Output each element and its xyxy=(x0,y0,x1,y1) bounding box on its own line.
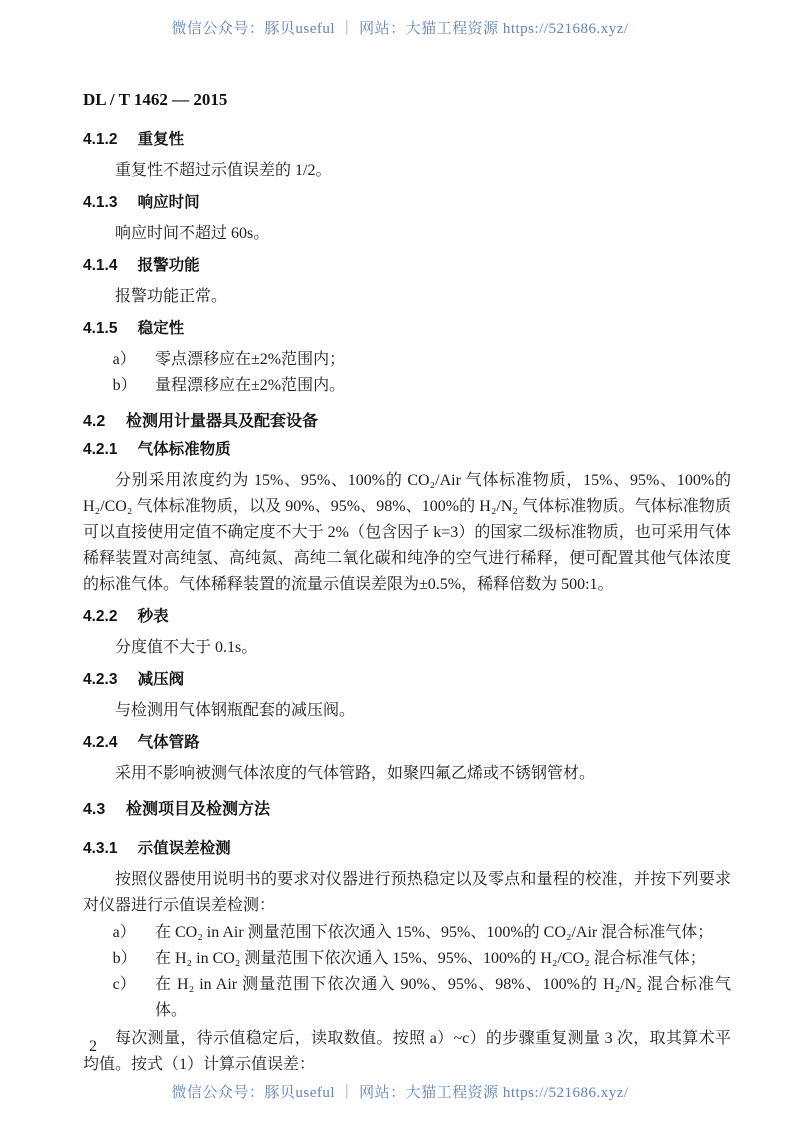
section-paragraph: 采用不影响被测气体浓度的气体管路，如聚四氟乙烯或不锈钢管材。 xyxy=(115,765,596,782)
list-item-text: 在 CO₂ in Air 测量范围下依次通入 15%、95%、100%的 CO₂/Air 混合标准气体； xyxy=(154,924,714,941)
section-heading-4-2-3 xyxy=(83,671,731,689)
section-paragraph: 重复性不超过示值误差的 1/2。 xyxy=(115,162,332,179)
section-title: 稳定性 xyxy=(137,320,185,337)
section-paragraph: 与检测用气体钢瓶配套的减压阀。 xyxy=(115,702,356,719)
section-title: 减压阀 xyxy=(137,671,185,688)
section-heading-4-2-4 xyxy=(83,734,731,752)
section-title: 重复性 xyxy=(137,131,185,148)
section-title: 气体管路 xyxy=(137,734,200,751)
section-paragraph: 响应时间不超过 60s。 xyxy=(115,225,270,242)
section-number: 4.1.5 xyxy=(83,320,118,337)
section-paragraph: 报警功能正常。 xyxy=(115,288,228,305)
list-item xyxy=(83,373,731,399)
list-item-text: 在 H₂ in CO₂ 测量范围下依次通入 15%、95%、100%的 H₂/CO₂ 混合标准气体； xyxy=(154,950,706,967)
section-title: 报警功能 xyxy=(137,257,200,274)
section-number: 4.2.2 xyxy=(83,608,118,625)
section-number: 4.1.4 xyxy=(83,257,118,274)
section-title: 秒表 xyxy=(137,608,169,625)
section-heading-4-3-1 xyxy=(83,840,731,858)
section-title: 示值误差检测 xyxy=(137,840,231,857)
list-item-text: 零点漂移应在±2%范围内； xyxy=(154,351,346,368)
list-item xyxy=(83,972,731,1024)
ordered-list xyxy=(83,920,731,1024)
section-heading-4-2-1 xyxy=(83,441,731,459)
section-paragraph: 分度值不大于 0.1s。 xyxy=(115,639,258,656)
section-heading-4-1-4 xyxy=(83,257,731,275)
section-number: 4.2.3 xyxy=(83,671,118,688)
section-title: 检测用计量器具及配套设备 xyxy=(126,413,319,430)
section-closing-paragraph: 每次测量，待示值稳定后，读取数值。按照 a）~c）的步骤重复测量 3 次，取其算术平均值。按式（1）计算示值误差： xyxy=(83,1030,731,1073)
ordered-list xyxy=(83,347,731,399)
section-title: 响应时间 xyxy=(137,194,200,211)
list-marker: a） xyxy=(112,924,136,941)
section-number: 4.1.3 xyxy=(83,194,118,211)
page-number: 2 xyxy=(89,1038,97,1055)
section-heading-4-1-5 xyxy=(83,320,731,338)
section-paragraph: 按照仪器使用说明书的要求对仪器进行预热稳定以及零点和量程的校准，并按下列要求对仪器进行示值误差检测： xyxy=(83,871,731,914)
section-number: 4.2.4 xyxy=(83,734,118,751)
page-footer-note: 微信公众号：豚贝useful ｜ 网站：大猫工程资源 https://521686.xyz/ xyxy=(171,1085,629,1101)
section-number: 4.3.1 xyxy=(83,840,118,857)
section-number: 4.2 xyxy=(83,413,106,430)
section-title: 检测项目及检测方法 xyxy=(126,801,271,818)
list-item-text: 量程漂移应在±2%范围内。 xyxy=(154,377,346,394)
section-number: 4.3 xyxy=(83,801,106,818)
section-title: 气体标准物质 xyxy=(137,441,231,458)
list-marker: c） xyxy=(112,976,136,993)
section-number: 4.1.2 xyxy=(83,131,118,148)
list-marker: b） xyxy=(112,377,137,394)
section-heading-4-2 xyxy=(83,413,731,431)
list-marker: b） xyxy=(112,950,137,967)
section-heading-4-1-2 xyxy=(83,131,731,149)
section-heading-4-3 xyxy=(83,801,731,819)
list-item xyxy=(83,946,731,972)
page-content xyxy=(83,90,731,1079)
section-paragraph: 分别采用浓度约为 15%、95%、100%的 CO₂/Air 气体标准物质，15%、95%、100%的 H₂/CO₂ 气体标准物质，以及 90%、95%、98%、100%的 H₂/N₂ 气体标准物质。气体标准物质可以直接使用定值不确定度不大于 2%（包含因子 k=3）的国家二级标准物质，也可采用气体稀释装置对高纯氢、高纯氮、高纯二氧化碳和纯净的空气进行稀释，便可配置其他气体浓度的标准气体。气体稀释装置的流量示值误差限为±0.5%，稀释倍数为 500:1。 xyxy=(83,472,731,593)
page-header-note: 微信公众号：豚贝useful ｜ 网站：大猫工程资源 https://521686.xyz/ xyxy=(171,21,629,37)
section-heading-4-1-3 xyxy=(83,194,731,212)
section-number: 4.2.1 xyxy=(83,441,118,458)
list-item-text: 在 H₂ in Air 测量范围下依次通入 90%、95%、98%、100%的 H₂/N₂ 混合标准气体。 xyxy=(154,976,731,1019)
list-item xyxy=(83,347,731,373)
list-item xyxy=(83,920,731,946)
section-heading-4-2-2 xyxy=(83,608,731,626)
list-marker: a） xyxy=(112,351,136,368)
doc-code: DL / T 1462 — 2015 xyxy=(83,90,228,109)
